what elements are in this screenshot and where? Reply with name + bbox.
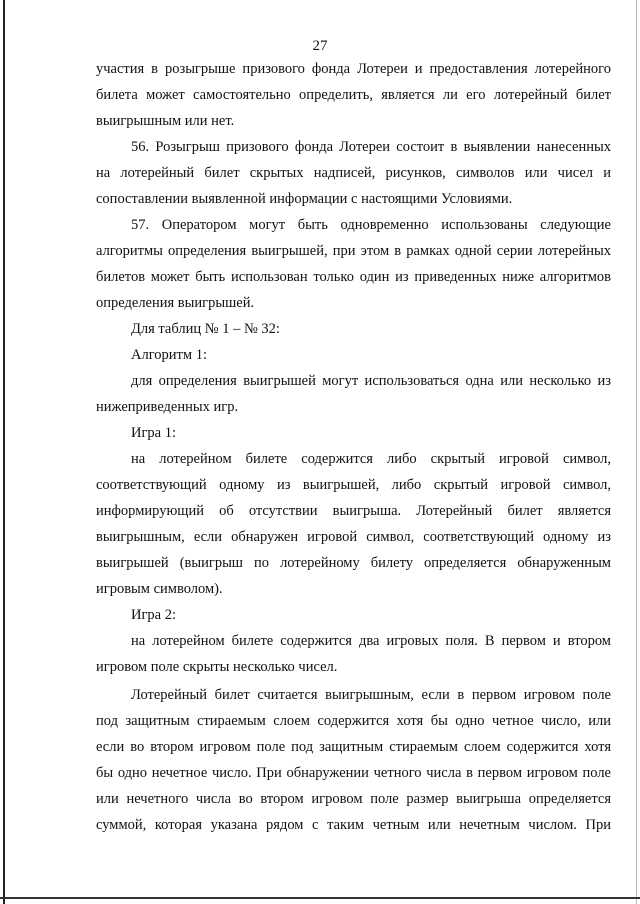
text-line: под защитным стираемым слоем содержится хотя бы одно четное число, или (96, 713, 611, 729)
text-line: выигрышным или нет. (96, 113, 235, 129)
paragraph-57-line: 57. Оператором могут быть одновременно использованы следующие (131, 217, 611, 233)
algorithm-heading: Алгоритм 1: (131, 347, 207, 363)
text-line: выигрышным, если обнаружен игровой символ, соответствующий одному из (96, 529, 611, 545)
text-line: выигрышей (выигрыш по лотерейному билету определяется обнаруженным (96, 555, 611, 571)
text-line: если во втором игровом поле под защитным стираемым слоем содержится хотя (96, 739, 611, 755)
text-line: игровом поле скрыты несколько чисел. (96, 659, 338, 675)
text-line: сопоставлении выявленной информации с настоящими Условиями. (96, 191, 513, 207)
text-line: бы одно нечетное число. При обнаружении четного числа в первом игровом поле (96, 765, 611, 781)
game-2-heading: Игра 2: (131, 607, 177, 623)
text-line: Лотерейный билет считается выигрышным, если в первом игровом поле (131, 687, 611, 703)
text-line: на лотерейном билете содержится либо скрытый игровой символ, (131, 451, 611, 467)
text-line: определения выигрышей. (96, 295, 255, 311)
text-line: соответствующий одному из выигрышей, либо скрытый игровой символ, (96, 477, 611, 493)
paragraph-56-line: 56. Розыгрыш призового фонда Лотереи состоит в выявлении нанесенных (131, 139, 611, 155)
text-line: на лотерейном билете содержится два игровых поля. В первом и втором (131, 633, 611, 649)
text-line: для определения выигрышей могут использоваться одна или несколько из (131, 373, 611, 389)
page-number: 27 (312, 38, 328, 54)
text-line: информирующий об отсутствии выигрыша. Лотерейный билет является (96, 503, 611, 519)
text-line: или нечетного числа во втором игровом поле размер выигрыша определяется (96, 791, 611, 807)
text-line: алгоритмы определения выигрышей, при этом в рамках одной серии лотерейных (96, 243, 611, 259)
text-line: суммой, которая указана рядом с таким четным или нечетным числом. При (96, 817, 611, 833)
text-line: на лотерейный билет скрытых надписей, рисунков, символов или чисел и (96, 165, 611, 181)
tables-heading: Для таблиц № 1 – № 32: (131, 321, 280, 337)
scan-edge-right (636, 0, 637, 904)
text-line: нижеприведенных игр. (96, 399, 239, 415)
text-line: участия в розыгрыше призового фонда Лотереи и предоставления лотерейного (96, 61, 611, 77)
text-line: билетов может быть использован только один из приведенных ниже алгоритмов (96, 269, 611, 285)
scan-edge-bottom (0, 897, 640, 899)
scan-edge-left (3, 0, 5, 904)
game-1-heading: Игра 1: (131, 425, 177, 441)
text-line: билета может самостоятельно определить, является ли его лотерейный билет (96, 87, 611, 103)
text-line: игровым символом). (96, 581, 223, 597)
